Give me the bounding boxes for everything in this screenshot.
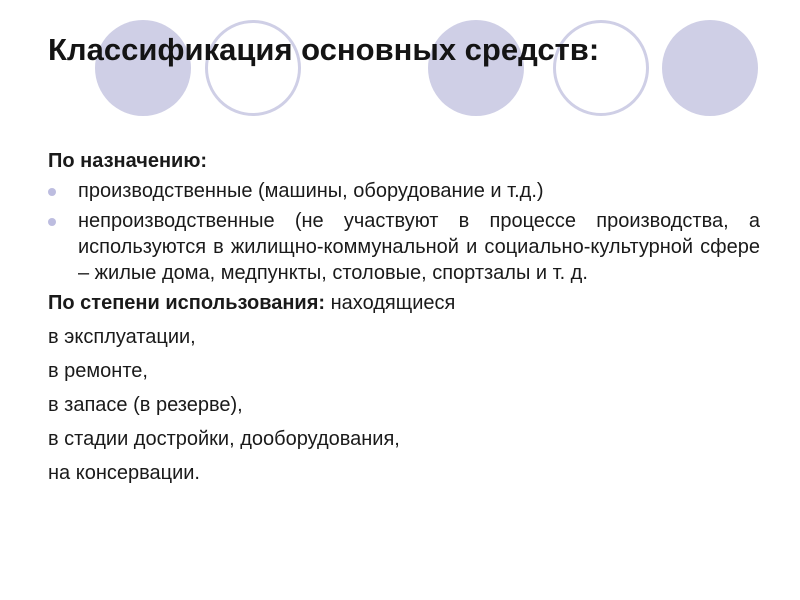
list-item-text: непроизводственные (не участвуют в процессе производства, а используются в жилищно-коммунальной и социально-культурной сфере – жилые дома, медпункты, столовые, спортзалы и т. д. [78, 210, 760, 284]
bullet-icon [48, 188, 56, 196]
usage-line: на консервации. [48, 462, 200, 484]
usage-line: в эксплуатации, [48, 326, 196, 348]
usage-line: в ремонте, [48, 360, 148, 382]
list-item-text: производственные (машины, оборудование и т.д.) [78, 180, 544, 202]
by-purpose-list [48, 176, 760, 286]
list-item [48, 206, 760, 286]
list-item [48, 176, 760, 206]
slide-title: Классификация основных средств: [48, 32, 600, 67]
decorative-circle-5 [662, 20, 758, 116]
usage-line: в запасе (в резерве), [48, 394, 243, 416]
slide-content [48, 146, 760, 490]
by-usage-heading: По степени использования: [48, 292, 326, 314]
by-usage-line [48, 286, 760, 320]
usage-line: в стадии достройки, дооборудования, [48, 428, 400, 450]
by-usage-text: находящиеся [325, 292, 456, 314]
bullet-icon [48, 218, 56, 226]
by-purpose-heading: По назначению: [48, 150, 208, 172]
